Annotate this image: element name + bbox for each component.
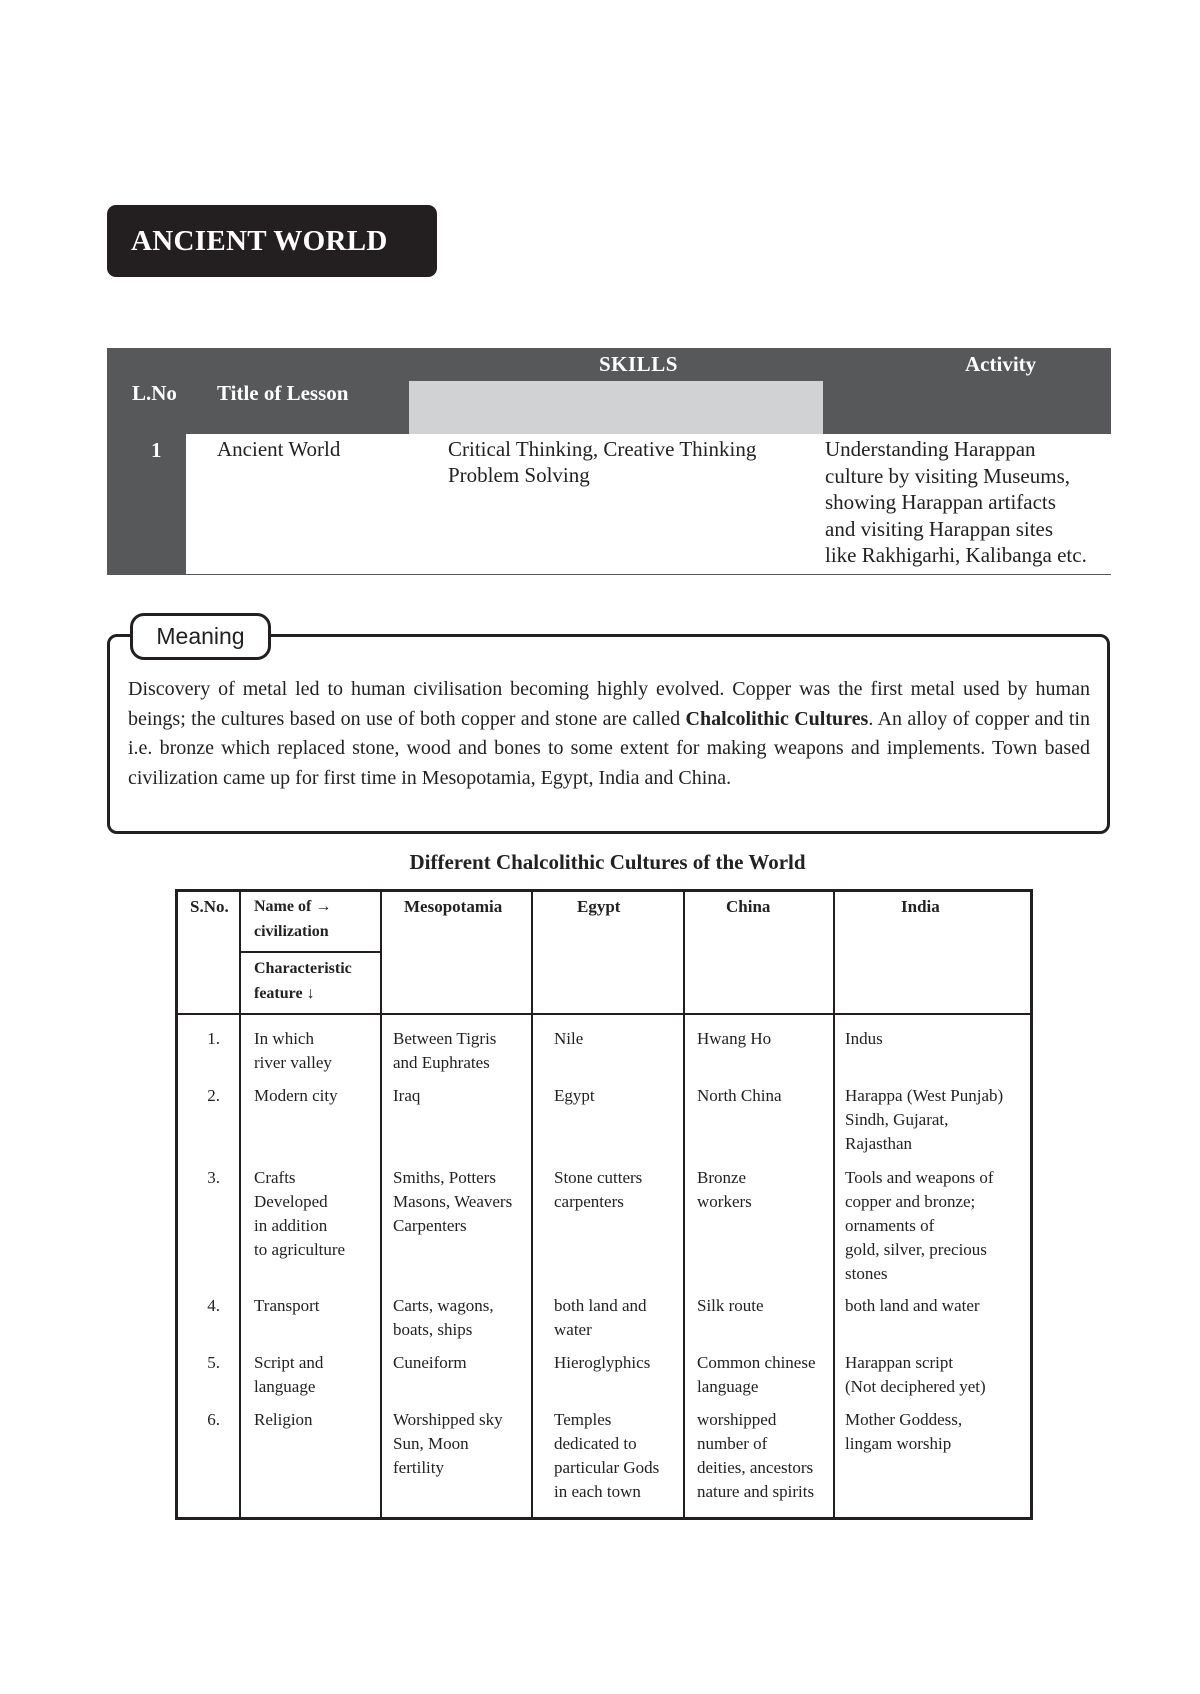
cell-egypt [554,1027,583,1051]
row-sno: 6. [207,1410,220,1429]
cultures-table-caption: Different Chalcolithic Cultures of the World [409,850,806,874]
row-lno: 1 [151,438,162,462]
cell-line: Between Tigris [393,1029,497,1048]
skills-line: Problem Solving [448,463,590,487]
cell-line: Crafts [254,1168,296,1187]
header-name-of-civilization [254,894,331,944]
row-sno: 2. [207,1086,220,1105]
cell-feature [254,1027,332,1075]
cell-line: in each town [554,1482,641,1501]
cell-india [845,1351,986,1399]
cell-egypt [554,1166,642,1214]
cell-mesopotamia [393,1084,420,1108]
cell-egypt [554,1351,650,1375]
row-title: Ancient World [217,437,341,461]
col-divider [380,892,382,1517]
header-egypt: Egypt [577,897,621,916]
cell-line: stones [845,1264,888,1283]
row-sno: 4. [207,1296,220,1315]
cell-china [697,1084,782,1108]
chapter-title: ANCIENT WORLD [131,224,388,257]
header-india: India [901,897,940,916]
cell-egypt [554,1408,659,1504]
cell-feature [254,1166,345,1262]
col-divider [683,892,685,1517]
meaning-bold-term: Chalcolithic Cultures [685,707,869,730]
cell-line: Sun, Moon [393,1434,469,1453]
row-sno: 5. [207,1353,220,1372]
skills-line: Critical Thinking, Creative Thinking [448,437,757,461]
meaning-label-tab [130,613,271,660]
col-divider [833,892,835,1517]
cell-china [697,1166,752,1214]
cell-line: Common chinese [697,1353,816,1372]
header-char-line: Characteristic [254,960,352,977]
cell-line: Transport [254,1296,320,1315]
lesson-skills-table [107,348,1111,575]
cell-line: ornaments of [845,1216,935,1235]
cell-line: river valley [254,1053,332,1072]
skills-subheader-band [409,381,823,434]
cell-line: Sindh, Gujarat, [845,1110,949,1129]
cell-line: Worshipped sky [393,1410,503,1429]
cell-line: language [254,1377,316,1396]
header-name-line: Name of → [254,898,332,915]
cell-line: lingam worship [845,1434,952,1453]
activity-line: showing Harappan artifacts [825,490,1056,514]
header-bottom-divider [178,1013,1030,1015]
header-skills: SKILLS [599,352,678,376]
header-activity: Activity [965,352,1037,376]
cell-mesopotamia [393,1166,512,1238]
cell-line: and Euphrates [393,1053,490,1072]
cell-india [845,1408,962,1456]
cell-line: Nile [554,1029,584,1048]
cell-china [697,1294,764,1318]
cell-mesopotamia [393,1294,494,1342]
cell-line: water [554,1320,592,1339]
meaning-label: Meaning [156,623,245,649]
cell-line: Mother Goddess, [845,1410,963,1429]
row-sno: 3. [207,1168,220,1187]
cell-line: worshipped [697,1410,777,1429]
cell-line: gold, silver, precious [845,1240,987,1259]
cell-line: Modern city [254,1086,338,1105]
activity-line: like Rakhigarhi, Kalibanga etc. [825,543,1087,567]
cell-china [697,1408,814,1504]
header-characteristic-feature [254,956,352,1006]
cell-line: workers [697,1192,752,1211]
header-lno: L.No [132,381,177,405]
cell-line: In which [254,1029,314,1048]
cell-line: Stone cutters [554,1168,643,1187]
cell-line: Silk route [697,1296,764,1315]
cell-mesopotamia [393,1351,467,1375]
cell-line: Hieroglyphics [554,1353,651,1372]
cell-india [845,1084,1003,1156]
cell-line: North China [697,1086,782,1105]
cell-feature [254,1351,323,1399]
cell-china [697,1351,816,1399]
cell-line: deities, ancestors [697,1458,814,1477]
cell-china [697,1027,771,1051]
cell-line: Harappan script [845,1353,954,1372]
cell-line: Egypt [554,1086,595,1105]
cell-line: boats, ships [393,1320,473,1339]
cell-line: Religion [254,1410,313,1429]
cell-line: Cuneiform [393,1353,467,1372]
cell-feature [254,1294,320,1318]
meaning-text [128,675,1090,793]
cell-line: Iraq [393,1086,421,1105]
header-sno: S.No. [190,897,229,916]
cell-line: Developed [254,1192,328,1211]
cell-line: dedicated to [554,1434,637,1453]
cell-line: Carpenters [393,1216,467,1235]
cell-feature [254,1084,338,1108]
header-china: China [726,897,771,916]
cell-india [845,1294,980,1318]
cell-line: number of [697,1434,768,1453]
cell-line: Tools and weapons of [845,1168,994,1187]
cell-line: fertility [393,1458,444,1477]
cell-line: Script and [254,1353,324,1372]
cell-line: (Not deciphered yet) [845,1377,986,1396]
activity-line: and visiting Harappan sites [825,516,1054,541]
cell-line: Hwang Ho [697,1029,772,1048]
cell-line: to agriculture [254,1240,346,1259]
row-activity [825,436,1087,569]
cell-line: both land and water [845,1296,980,1315]
cell-mesopotamia [393,1408,503,1480]
cell-india [845,1027,883,1051]
cell-egypt [554,1294,647,1342]
chapter-title-banner [107,205,437,277]
cell-line: Harappa (West Punjab) [845,1086,1004,1105]
cell-feature [254,1408,313,1432]
activity-line: culture by visiting Museums, [825,463,1070,488]
row-skills [448,436,756,488]
cell-line: Rajasthan [845,1134,913,1153]
header-mesopotamia: Mesopotamia [404,897,503,916]
cell-line: Indus [845,1029,883,1048]
cultures-table [175,889,1033,1520]
meaning-text-part2: . An alloy of copper and tin i.e. bronze which replaced stone, wood and bones to some extent for making weapons and implements. Town based civilization came up for first time in Mesopotamia, Egypt, India and China. [128,707,1090,789]
cell-line: Smiths, Potters [393,1168,496,1187]
cell-line: both land and [554,1296,647,1315]
cell-line: Temples [554,1410,612,1429]
cell-line: particular Gods [554,1458,660,1477]
header-inner-divider [239,951,380,953]
cell-line: copper and bronze; [845,1192,976,1211]
cell-egypt [554,1084,595,1108]
cell-india [845,1166,993,1286]
cell-line: carpenters [554,1192,624,1211]
cell-line: Carts, wagons, [393,1296,494,1315]
cell-line: in addition [254,1216,328,1235]
cell-mesopotamia [393,1027,496,1075]
col-divider [239,892,241,1517]
cell-line: Bronze [697,1168,747,1187]
row-sno: 1. [207,1029,220,1048]
header-name-line: civilization [254,923,329,940]
header-char-line: feature ↓ [254,985,315,1002]
cell-line: nature and spirits [697,1482,815,1501]
cell-line: Masons, Weavers [393,1192,513,1211]
col-divider [531,892,533,1517]
meaning-text-part1: Discovery of metal led to human civilisation becoming highly evolved. Copper was the first metal used by human beings; the cultures based on use of both copper and stone are called [128,678,1090,730]
cell-line: language [697,1377,759,1396]
activity-line: Understanding Harappan [825,437,1036,461]
header-title-of-lesson: Title of Lesson [217,381,349,405]
